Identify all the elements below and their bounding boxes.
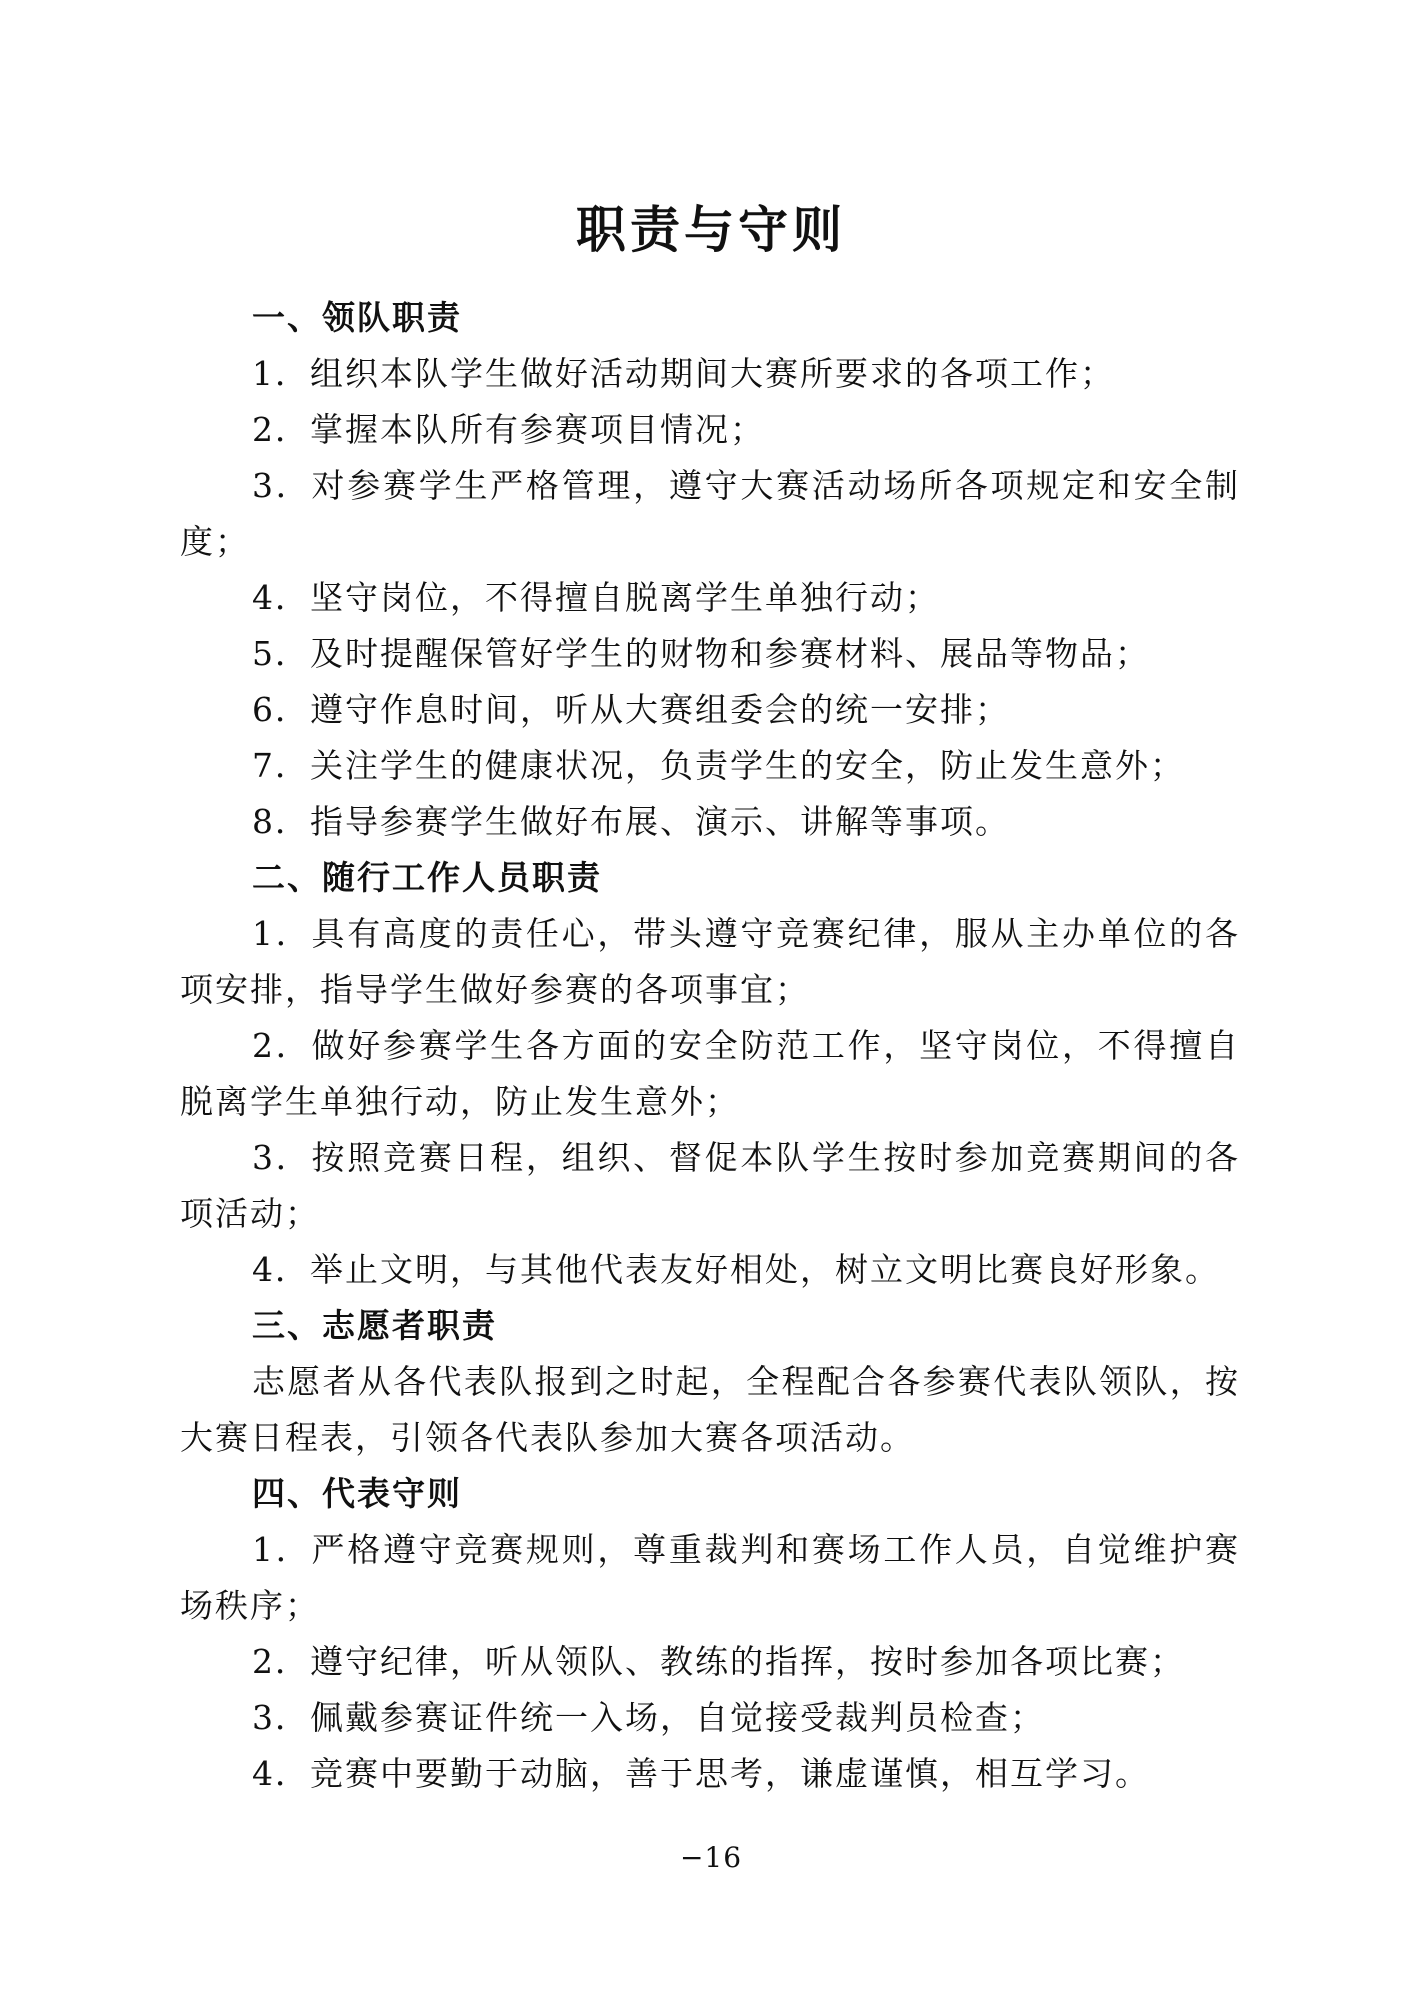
paragraph: 5．及时提醒保管好学生的财物和参赛材料、展品等物品； bbox=[252, 634, 1150, 673]
paragraph: 2．遵守纪律，听从领队、教练的指挥，按时参加各项比赛； bbox=[252, 1642, 1185, 1681]
paragraph: 7．关注学生的健康状况，负责学生的安全，防止发生意外； bbox=[252, 746, 1185, 785]
paragraph: 4．举止文明，与其他代表友好相处，树立文明比赛良好形象。 bbox=[252, 1250, 1220, 1289]
page-title: 职责与守则 bbox=[576, 201, 846, 259]
paragraph: 1．组织本队学生做好活动期间大赛所要求的各项工作； bbox=[252, 354, 1115, 393]
section-heading: 三、志愿者职责 bbox=[252, 1306, 497, 1345]
paragraph: 8．指导参赛学生做好布展、演示、讲解等事项。 bbox=[252, 802, 1010, 841]
paragraph: 4．坚守岗位，不得擅自脱离学生单独行动； bbox=[252, 578, 940, 617]
paragraph: 3．对参赛学生严格管理，遵守大赛活动场所各项规定和安全制度； bbox=[180, 466, 1240, 561]
paragraph: 4．竞赛中要勤于动脑，善于思考，谦虚谨慎，相互学习。 bbox=[252, 1754, 1150, 1793]
section-leader-duties bbox=[180, 290, 1240, 850]
document-body bbox=[180, 290, 1240, 1802]
section-volunteer-duties bbox=[180, 1298, 1240, 1466]
section-heading: 二、随行工作人员职责 bbox=[252, 858, 602, 897]
paragraph: 2．做好参赛学生各方面的安全防范工作，坚守岗位，不得擅自脱离学生单独行动，防止发生意外； bbox=[180, 1026, 1240, 1121]
paragraph: 3．佩戴参赛证件统一入场，自觉接受裁判员检查； bbox=[252, 1698, 1045, 1737]
paragraph: 2．掌握本队所有参赛项目情况； bbox=[252, 410, 765, 449]
section-staff-duties bbox=[180, 850, 1240, 1298]
page-number: −16 bbox=[679, 1841, 743, 1874]
paragraph: 6．遵守作息时间，听从大赛组委会的统一安排； bbox=[252, 690, 1010, 729]
paragraph: 志愿者从各代表队报到之时起，全程配合各参赛代表队领队，按大赛日程表，引领各代表队参加大赛各项活动。 bbox=[180, 1362, 1240, 1457]
paragraph: 1．具有高度的责任心，带头遵守竞赛纪律，服从主办单位的各项安排，指导学生做好参赛的各项事宜； bbox=[180, 914, 1240, 1009]
section-participant-rules bbox=[180, 1466, 1240, 1802]
section-heading: 四、代表守则 bbox=[252, 1474, 462, 1513]
paragraph: 1．严格遵守竞赛规则，尊重裁判和赛场工作人员，自觉维护赛场秩序； bbox=[180, 1530, 1240, 1625]
paragraph: 3．按照竞赛日程，组织、督促本队学生按时参加竞赛期间的各项活动； bbox=[180, 1138, 1240, 1233]
section-heading: 一、领队职责 bbox=[252, 298, 462, 337]
